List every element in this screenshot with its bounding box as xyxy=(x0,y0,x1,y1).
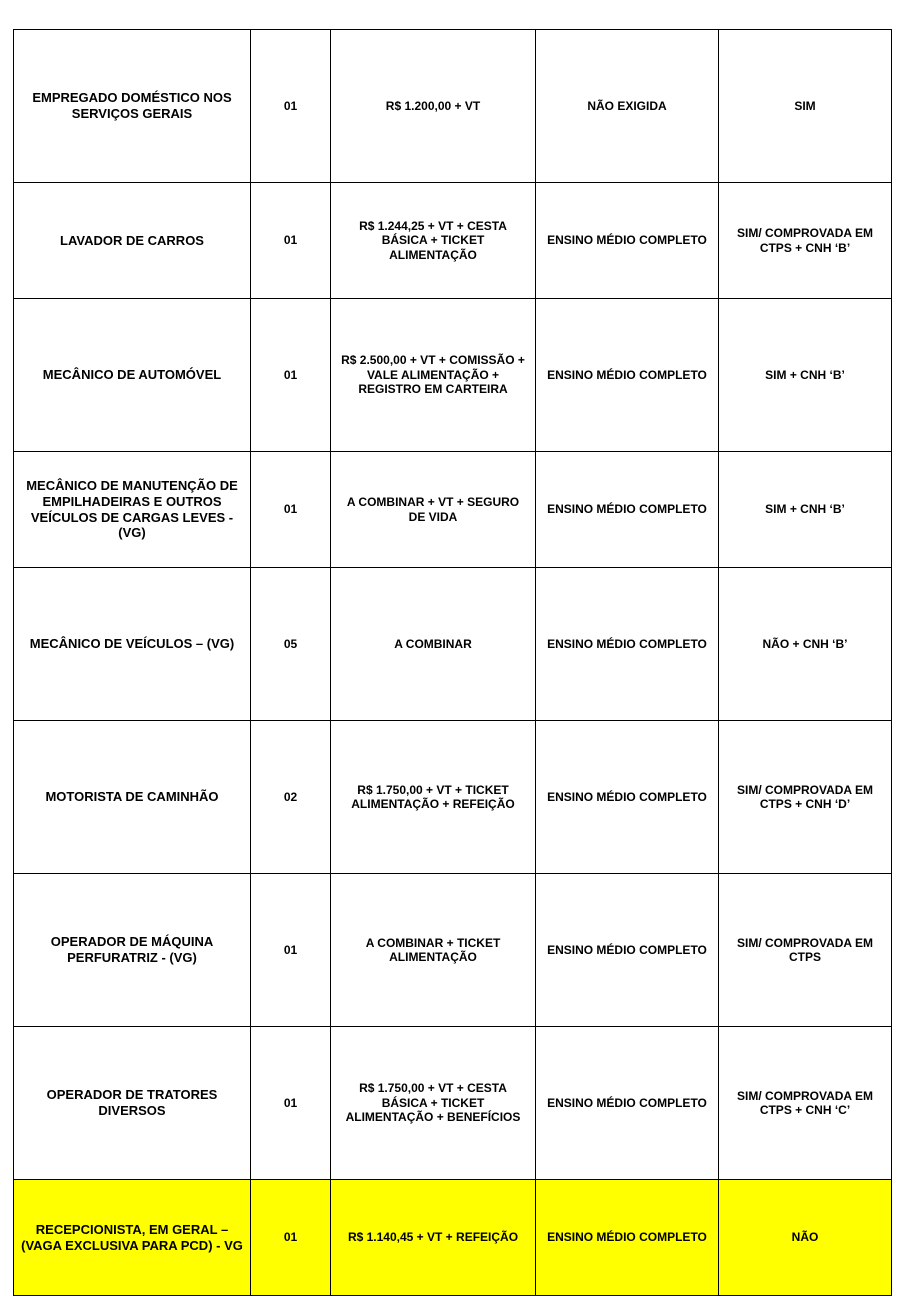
education-requirement: ENSINO MÉDIO COMPLETO xyxy=(547,367,707,382)
education-requirement: ENSINO MÉDIO COMPLETO xyxy=(547,502,707,517)
salary-cell xyxy=(331,568,536,721)
experience-cell xyxy=(719,30,892,183)
job-title-cell xyxy=(14,874,251,1027)
salary-cell xyxy=(331,874,536,1027)
salary-benefits: A COMBINAR xyxy=(394,636,472,651)
salary-benefits: R$ 2.500,00 + VT + COMISSÃO + VALE ALIMENTAÇÃO + REGISTRO EM CARTEIRA xyxy=(341,353,525,397)
vacancy-count: 01 xyxy=(283,367,298,382)
table-row xyxy=(14,299,892,452)
table-row xyxy=(14,1027,892,1180)
education-cell xyxy=(536,874,719,1027)
table-row-highlighted xyxy=(14,1180,892,1296)
quantity-cell xyxy=(251,568,331,721)
salary-cell xyxy=(331,30,536,183)
salary-benefits: R$ 1.750,00 + VT + CESTA BÁSICA + TICKET ALIMENTAÇÃO + BENEFÍCIOS xyxy=(345,1081,521,1125)
vacancy-count: 02 xyxy=(283,789,298,804)
experience-requirement: SIM/ COMPROVADA EM CTPS + CNH ‘D’ xyxy=(736,782,873,811)
education-cell xyxy=(536,30,719,183)
education-cell xyxy=(536,1180,719,1296)
experience-cell xyxy=(719,452,892,568)
quantity-cell xyxy=(251,299,331,452)
experience-requirement: NÃO + CNH ‘B’ xyxy=(762,636,848,651)
education-requirement: ENSINO MÉDIO COMPLETO xyxy=(547,1095,707,1110)
experience-requirement: SIM/ COMPROVADA EM CTPS + CNH ‘C’ xyxy=(736,1088,873,1117)
quantity-cell xyxy=(251,874,331,1027)
vacancy-count: 01 xyxy=(283,942,298,957)
quantity-cell xyxy=(251,452,331,568)
job-title-cell xyxy=(14,721,251,874)
experience-cell xyxy=(719,1180,892,1296)
job-vacancies-table xyxy=(13,29,892,1296)
job-title: MECÂNICO DE VEÍCULOS – (VG) xyxy=(29,636,235,652)
table-row xyxy=(14,30,892,183)
education-cell xyxy=(536,721,719,874)
quantity-cell xyxy=(251,30,331,183)
experience-requirement: SIM xyxy=(794,98,816,113)
salary-benefits: A COMBINAR + TICKET ALIMENTAÇÃO xyxy=(365,935,501,964)
education-cell xyxy=(536,1027,719,1180)
experience-cell xyxy=(719,183,892,299)
job-title-cell xyxy=(14,1180,251,1296)
experience-requirement: NÃO xyxy=(791,1230,819,1245)
quantity-cell xyxy=(251,721,331,874)
salary-cell xyxy=(331,183,536,299)
salary-cell xyxy=(331,299,536,452)
job-title-cell xyxy=(14,183,251,299)
job-title: EMPREGADO DOMÉSTICO NOS SERVIÇOS GERAIS xyxy=(32,90,232,121)
salary-benefits: R$ 1.244,25 + VT + CESTA BÁSICA + TICKET ALIMENTAÇÃO xyxy=(359,218,507,262)
table-row xyxy=(14,183,892,299)
education-cell xyxy=(536,568,719,721)
salary-benefits: R$ 1.200,00 + VT xyxy=(385,98,481,113)
experience-cell xyxy=(719,1027,892,1180)
quantity-cell xyxy=(251,1180,331,1296)
education-requirement: ENSINO MÉDIO COMPLETO xyxy=(547,789,707,804)
job-title: OPERADOR DE TRATORES DIVERSOS xyxy=(46,1087,218,1118)
vacancy-count: 01 xyxy=(283,502,298,517)
experience-requirement: SIM/ COMPROVADA EM CTPS + CNH ‘B’ xyxy=(736,226,873,255)
table-row xyxy=(14,568,892,721)
experience-requirement: SIM + CNH ‘B’ xyxy=(765,502,845,517)
experience-requirement: SIM + CNH ‘B’ xyxy=(765,367,845,382)
vacancy-count: 05 xyxy=(283,636,298,651)
education-cell xyxy=(536,299,719,452)
vacancy-count: 01 xyxy=(283,98,298,113)
education-cell xyxy=(536,452,719,568)
job-title: MECÂNICO DE AUTOMÓVEL xyxy=(42,367,222,383)
experience-cell xyxy=(719,874,892,1027)
job-title: OPERADOR DE MÁQUINA PERFURATRIZ - (VG) xyxy=(50,934,214,965)
table-row xyxy=(14,721,892,874)
job-title: MECÂNICO DE MANUTENÇÃO DE EMPILHADEIRAS E OUTROS VEÍCULOS DE CARGAS LEVES - (VG) xyxy=(26,478,238,541)
job-title-cell xyxy=(14,30,251,183)
education-requirement: NÃO EXIGIDA xyxy=(587,98,667,113)
experience-cell xyxy=(719,299,892,452)
salary-cell xyxy=(331,1180,536,1296)
table-row xyxy=(14,452,892,568)
quantity-cell xyxy=(251,183,331,299)
vacancy-count: 01 xyxy=(283,233,298,248)
salary-benefits: R$ 1.140,45 + VT + REFEIÇÃO xyxy=(347,1230,519,1245)
salary-benefits: R$ 1.750,00 + VT + TICKET ALIMENTAÇÃO + REFEIÇÃO xyxy=(351,782,515,811)
salary-cell xyxy=(331,721,536,874)
experience-cell xyxy=(719,568,892,721)
table-row xyxy=(14,874,892,1027)
education-requirement: ENSINO MÉDIO COMPLETO xyxy=(547,942,707,957)
job-title: RECEPCIONISTA, EM GERAL – (VAGA EXCLUSIVA PARA PCD) - VG xyxy=(21,1221,243,1253)
salary-cell xyxy=(331,452,536,568)
vacancy-count: 01 xyxy=(283,1230,298,1245)
education-requirement: ENSINO MÉDIO COMPLETO xyxy=(547,636,707,651)
education-cell xyxy=(536,183,719,299)
education-requirement: ENSINO MÉDIO COMPLETO xyxy=(547,233,707,248)
job-title-cell xyxy=(14,568,251,721)
experience-requirement: SIM/ COMPROVADA EM CTPS xyxy=(736,935,873,964)
job-title: MOTORISTA DE CAMINHÃO xyxy=(45,789,219,805)
salary-cell xyxy=(331,1027,536,1180)
quantity-cell xyxy=(251,1027,331,1180)
salary-benefits: A COMBINAR + VT + SEGURO DE VIDA xyxy=(346,495,520,524)
experience-cell xyxy=(719,721,892,874)
job-title-cell xyxy=(14,299,251,452)
job-title: LAVADOR DE CARROS xyxy=(60,232,204,248)
job-title-cell xyxy=(14,452,251,568)
job-title-cell xyxy=(14,1027,251,1180)
education-requirement: ENSINO MÉDIO COMPLETO xyxy=(547,1230,707,1245)
vacancy-count: 01 xyxy=(283,1095,298,1110)
